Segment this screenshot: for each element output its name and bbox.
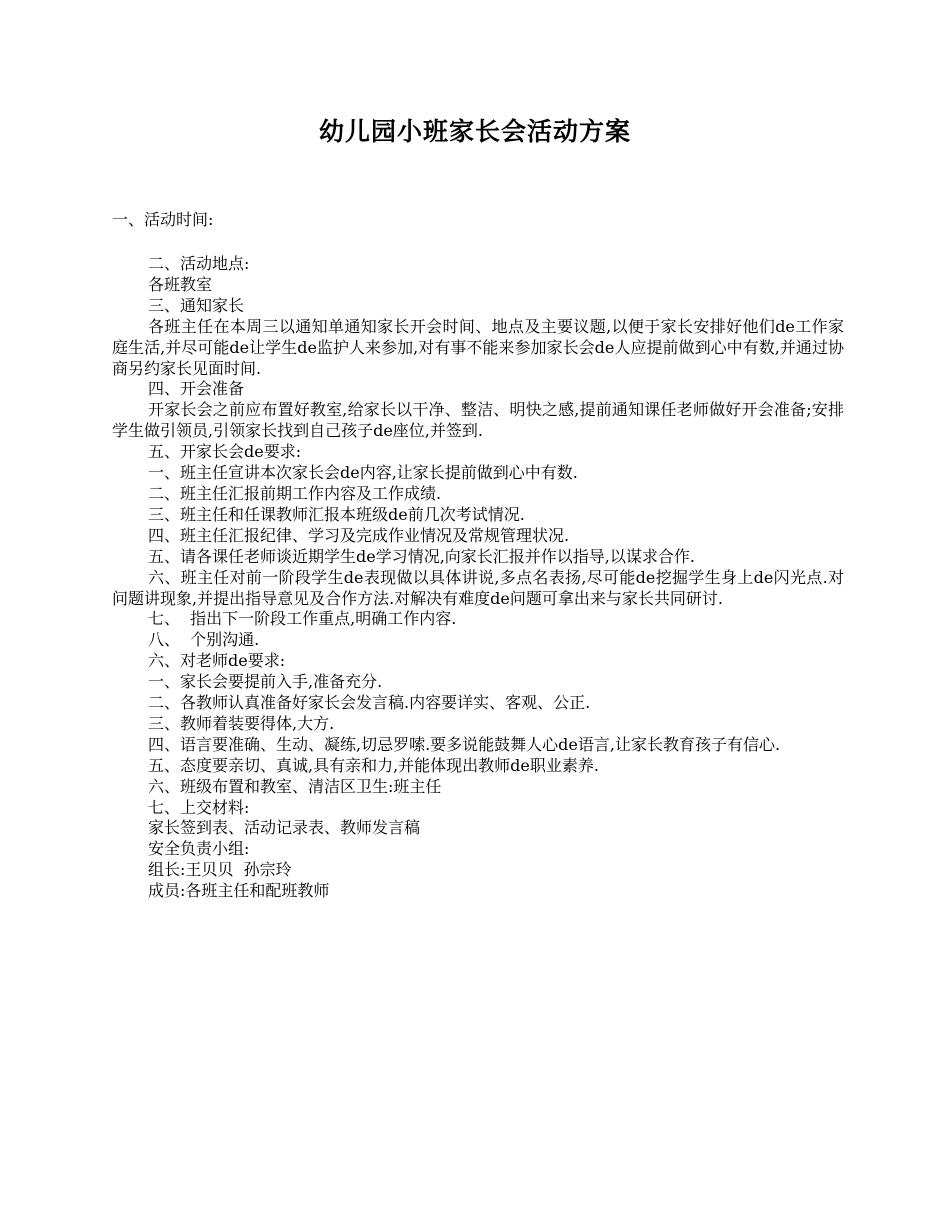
document-body: [112, 254, 844, 902]
paragraph: 三、通知家长: [148, 295, 245, 315]
paragraph: 一、家长会要提前入手,准备充分.: [148, 672, 383, 692]
paragraph: 五、态度要亲切、真诚,具有亲和力,并能体现出教师de职业素养.: [148, 755, 599, 775]
paragraph: 七、上交材料:: [148, 797, 250, 817]
paragraph: 四、语言要准确、生动、凝练,切忌罗嗦.要多说能鼓舞人心de语言,让家长教育孩子有信心.: [148, 734, 781, 754]
paragraph: 家长签到表、活动记录表、教师发言稿: [148, 818, 421, 838]
paragraph: 六、对老师de要求:: [148, 651, 286, 671]
paragraph: 六、班主任对前一阶段学生de表现做以具体讲说,多点名表扬,尽可能de挖掘学生身上de闪光点.对问题讲现象,并提出指导意见及合作方法.对解决有难度de问题可拿出来与家长共同研讨.: [112, 567, 844, 608]
paragraph: 组长:王贝贝 孙宗玲: [148, 860, 292, 880]
paragraph: 五、开家长会de要求:: [148, 442, 302, 462]
paragraph: 安全负责小组:: [148, 839, 250, 859]
paragraph: 二、班主任汇报前期工作内容及工作成绩.: [148, 483, 442, 503]
document-title: 幼儿园小班家长会活动方案: [318, 117, 631, 146]
paragraph: 七、 指出下一阶段工作重点,明确工作内容.: [148, 609, 457, 629]
paragraph: 二、活动地点:: [148, 254, 250, 273]
paragraph: 开家长会之前应布置好教室,给家长以干净、整洁、明快之感,提前通知课任老师做好开会准备;安排学生做引领员,引领家长找到自己孩子de座位,并签到.: [112, 400, 844, 441]
paragraph: 六、班级布置和教室、清洁区卫生:班主任: [148, 776, 442, 796]
paragraph: 成员:各班主任和配班教师: [148, 881, 330, 901]
paragraph: 五、请各课任老师谈近期学生de学习情况,向家长汇报并作以指导,以谋求合作.: [148, 546, 695, 566]
paragraph: 三、教师着装要得体,大方.: [148, 713, 335, 733]
paragraph: 各班主任在本周三以通知单通知家长开会时间、地点及主要议题,以便于家长安排好他们de工作家庭生活,并尽可能de让学生de监护人来参加,对有事不能来参加家长会de人应提前做到心中有数,并通过协商另约家长见面时间.: [112, 316, 844, 378]
paragraph: 四、开会准备: [148, 379, 245, 399]
heading-activity-time: 一、活动时间:: [112, 210, 214, 229]
paragraph: 二、各教师认真准备好家长会发言稿.内容要详实、客观、公正.: [148, 693, 591, 713]
paragraph: 八、 个别沟通.: [148, 630, 260, 650]
paragraph: 四、班主任汇报纪律、学习及完成作业情况及常规管理状况.: [148, 525, 570, 545]
paragraph: 一、班主任宣讲本次家长会de内容,让家长提前做到心中有数.: [148, 463, 578, 483]
paragraph: 三、班主任和任课教师汇报本班级de前几次考试情况.: [148, 504, 525, 524]
paragraph: 各班教室: [148, 274, 213, 294]
